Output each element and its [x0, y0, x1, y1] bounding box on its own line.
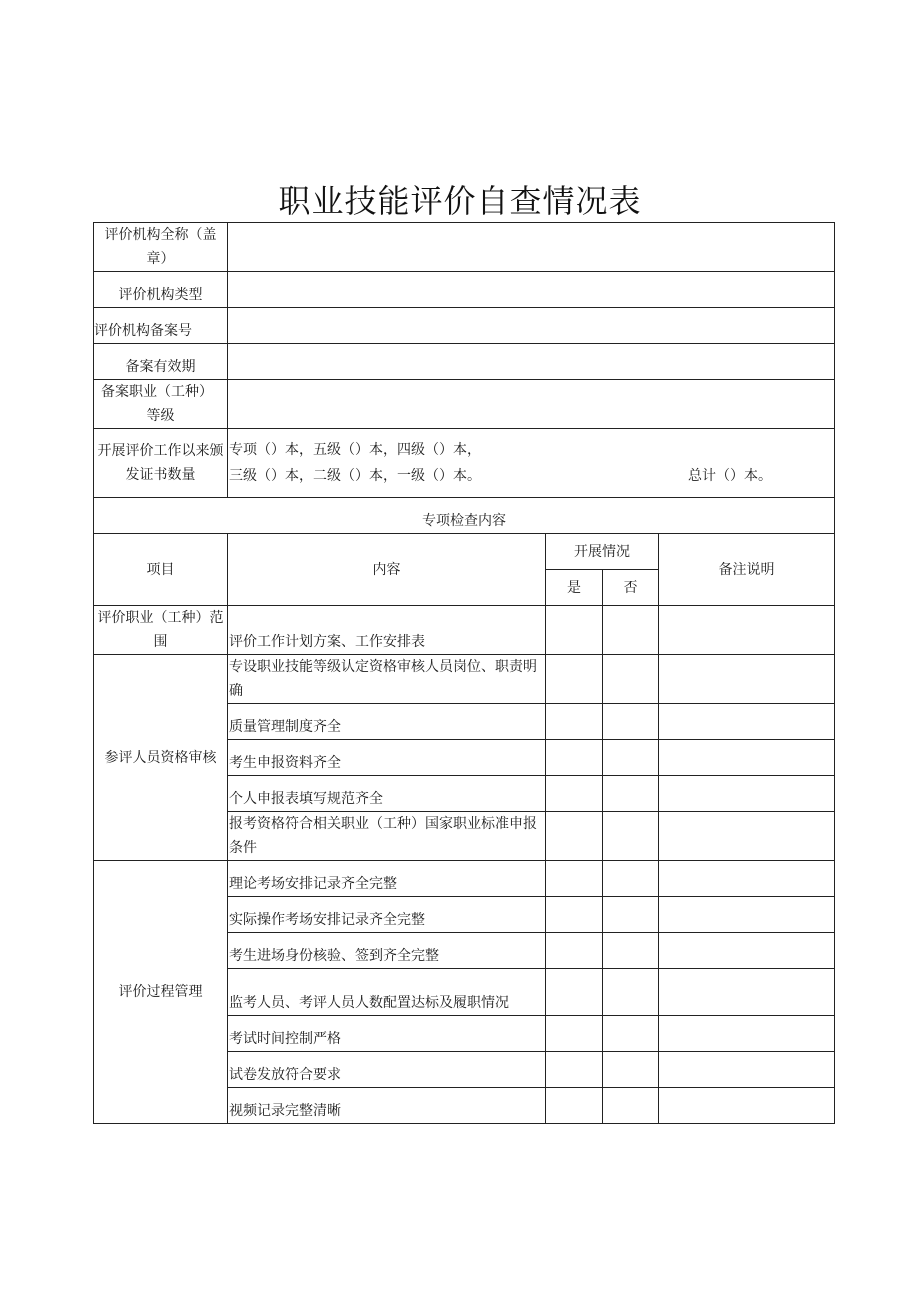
page-title: 职业技能评价自查情况表: [278, 182, 642, 220]
row-content: 专设职业技能等级认定资格审核人员岗位、职责明确: [228, 655, 546, 704]
yes-cell: [546, 606, 603, 655]
yes-cell: [546, 861, 603, 897]
remark-cell: [659, 740, 835, 776]
remark-cell: [659, 704, 835, 740]
no-cell: [603, 1088, 659, 1124]
org-record-no-label: 评价机构备案号: [94, 308, 228, 344]
column-header-row: [94, 534, 835, 570]
column-header-item: 项目: [94, 534, 228, 606]
column-header-content: 内容: [228, 534, 546, 606]
row-content: 评价工作计划方案、工作安排表: [228, 606, 546, 655]
yes-cell: [546, 812, 603, 861]
no-cell: [603, 655, 659, 704]
row-content: 理论考场安排记录齐全完整: [228, 861, 546, 897]
remark-cell: [659, 655, 835, 704]
self-inspection-table: [93, 222, 835, 1124]
no-cell: [603, 776, 659, 812]
no-cell: [603, 861, 659, 897]
group-label-process: 评价过程管理: [94, 861, 228, 1124]
row-content: 视频记录完整清晰: [228, 1088, 546, 1124]
record-occupation-field: [228, 380, 835, 429]
no-cell: [603, 704, 659, 740]
row-content: 试卷发放符合要求: [228, 1052, 546, 1088]
yes-cell: [546, 1088, 603, 1124]
yes-cell: [546, 740, 603, 776]
column-header-status: 开展情况: [546, 534, 659, 570]
certificates-label: 开展评价工作以来颁发证书数量: [94, 429, 228, 498]
record-validity-label: 备案有效期: [94, 344, 228, 380]
yes-cell: [546, 704, 603, 740]
certificates-line-1: 专项（）本，五级（）本，四级（）本，: [229, 442, 481, 458]
column-header-no: 否: [603, 570, 659, 606]
record-validity-row: [94, 344, 835, 380]
no-cell: [603, 606, 659, 655]
certificates-line-2: 三级（）本，二级（）本，一级（）本。: [229, 468, 481, 484]
org-name-label: 评价机构全称（盖章）: [94, 223, 228, 272]
no-cell: [603, 969, 659, 1016]
org-record-no-field: [228, 308, 835, 344]
section-header-row: [94, 498, 835, 534]
group-label-scope: 评价职业（工种）范围: [94, 606, 228, 655]
column-header-yes: 是: [546, 570, 603, 606]
no-cell: [603, 897, 659, 933]
record-occupation-row: [94, 380, 835, 429]
yes-cell: [546, 1052, 603, 1088]
row-content: 报考资格符合相关职业（工种）国家职业标准申报条件: [228, 812, 546, 861]
yes-cell: [546, 897, 603, 933]
row-content: 个人申报表填写规范齐全: [228, 776, 546, 812]
yes-cell: [546, 1016, 603, 1052]
remark-cell: [659, 1016, 835, 1052]
row-content: 质量管理制度齐全: [228, 704, 546, 740]
section-header: 专项检查内容: [94, 498, 835, 534]
remark-cell: [659, 776, 835, 812]
remark-cell: [659, 933, 835, 969]
yes-cell: [546, 655, 603, 704]
row-content: 考生进场身份核验、签到齐全完整: [228, 933, 546, 969]
yes-cell: [546, 776, 603, 812]
row-content: 实际操作考场安排记录齐全完整: [228, 897, 546, 933]
org-name-field: [228, 223, 835, 272]
remark-cell: [659, 897, 835, 933]
row-content: 考试时间控制严格: [228, 1016, 546, 1052]
record-occupation-label: 备案职业（工种） 等级: [94, 380, 228, 429]
remark-cell: [659, 861, 835, 897]
remark-cell: [659, 969, 835, 1016]
org-type-field: [228, 272, 835, 308]
table-row: [94, 861, 835, 897]
table-row: [94, 606, 835, 655]
remark-cell: [659, 1052, 835, 1088]
certificates-total: 总计（）本。: [688, 468, 772, 484]
certificates-field: [228, 429, 835, 498]
no-cell: [603, 1016, 659, 1052]
yes-cell: [546, 969, 603, 1016]
yes-cell: [546, 933, 603, 969]
no-cell: [603, 933, 659, 969]
no-cell: [603, 740, 659, 776]
column-header-remark: 备注说明: [659, 534, 835, 606]
org-type-row: [94, 272, 835, 308]
remark-cell: [659, 606, 835, 655]
record-validity-field: [228, 344, 835, 380]
group-label-qualification: 参评人员资格审核: [94, 655, 228, 861]
row-content: 考生申报资料齐全: [228, 740, 546, 776]
remark-cell: [659, 812, 835, 861]
no-cell: [603, 1052, 659, 1088]
row-content: 监考人员、考评人员人数配置达标及履职情况: [228, 969, 546, 1016]
remark-cell: [659, 1088, 835, 1124]
org-type-label: 评价机构类型: [94, 272, 228, 308]
org-name-row: [94, 223, 835, 272]
table-row: [94, 655, 835, 704]
certificates-line-2-wrap: [229, 463, 834, 489]
no-cell: [603, 812, 659, 861]
org-record-no-row: [94, 308, 835, 344]
certificates-row: [94, 429, 835, 498]
